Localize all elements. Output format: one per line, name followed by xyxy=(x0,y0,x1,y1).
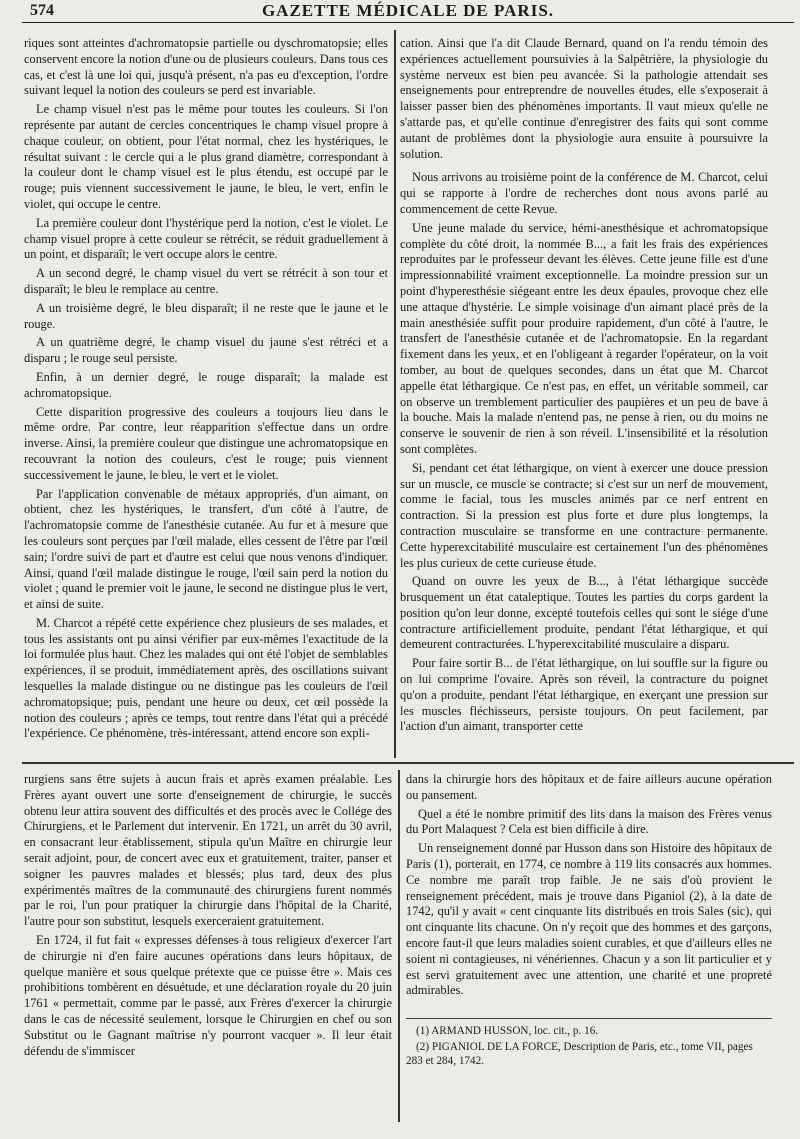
paragraph: Enfin, à un dernier degré, le rouge disparaît; la malade est achromatopsique. xyxy=(24,369,388,400)
journal-title: GAZETTE MÉDICALE DE PARIS. xyxy=(261,1,555,20)
paragraph: M. Charcot a répété cette expérience chez plusieurs de ses malades, et tous les assistants ont pu ainsi vérifier par eux-mêmes l'exactitude de la loi formulée plus haut. Chez les malades qui ont été l'objet de semblables expériences, il se produit, immédiatement après, des oscillations suivant lesquelles la malade distingue ou ne distingue pas les couleurs de l'œil achromatopsique; puis, pendant une heure ou deux, cet œil possède la notion des couleurs ; après ce temps, tout rentre dans l'état qui a précédé l'expérience. Ce phénomène, très-intéressant, attend encore son expli- xyxy=(24,615,388,741)
footnote-divider xyxy=(406,1018,772,1019)
paragraph: Cette disparition progressive des couleurs a toujours lieu dans le même ordre. Par contre, leur réapparition s'effectue dans un ordre inverse. Ainsi, la première couleur que distingue une achromatopsique en recouvrant la notion des couleurs, c'est le rouge; puis viennent successivement le jaune, le bleu, le vert et le violet. xyxy=(24,404,388,482)
top-left-column xyxy=(24,36,388,756)
footnote: (1) ARMAND HUSSON, loc. cit., p. 16. xyxy=(416,1025,599,1037)
paragraph: Une jeune malade du service, hémi-anesthésique et achromatopsique complète du côté droit, la nommée B..., a fait les frais des expériences reproduites par le professeur devant les élèves. Cette jeune fille est d'une impressionnabilité vraiment exceptionnelle. La moindre pression sur un point d'hyperesthésie siégeant entre les deux épaules, provoque chez elle une attaque d'hystérie. Le simple voisinage d'un aimant placé près de la main anesthésiée suffit pour produire rapidement, d'un côté à l'autre, le transfert de l'anesthésie cutanée et de l'achromatopsie. En la regardant fixement dans les yeux, et en l'obligeant à regarder l'opérateur, on la voit tomber, au bout de quelques secondes, dans un état que M. Charcot appelle état léthargique. Ce n'est pas, en effet, un véritable sommeil, car on observe un tremblement particulier des paupières et un peu de bave à la bouche. Mais la malade n'entend pas, ne pense à rien, ou du moins ne conserve le souvenir de rien à son réveil. L'insensibilité et la résolution sont complètes. xyxy=(400,220,768,456)
section-divider xyxy=(22,762,794,764)
paragraph: A un quatrième degré, le champ visuel du jaune s'est rétréci et a disparu ; le rouge seul persiste. xyxy=(24,335,388,366)
top-right-column xyxy=(400,36,768,756)
column-divider xyxy=(394,30,396,758)
page-number: 574 xyxy=(30,2,54,19)
paragraph: A un troisième degré, le bleu disparaît; il ne reste que le jaune et le rouge. xyxy=(24,300,388,331)
paragraph: Le champ visuel n'est pas le même pour toutes les couleurs. Si l'on représente par autant de cercles concentriques le champ visuel propre à chaque couleur, on obtient, pour l'état normal, chez les hystériques, le résultat suivant : le cercle qui a le plus grand diamètre, correspondant à la couleur dont le champ visuel est le plus étendu, est occupé par le rouge; puis viennent successivement le jaune, le bleu, le vert, enfin le violet, qui occupe le centre. xyxy=(24,102,388,211)
paragraph: Si, pendant cet état léthargique, on vient à exercer une douce pression sur un muscle, ce muscle se contracte; si c'est sur un nerf de mouvement, comme le facial, tous les muscles animés par ce nerf entrent en contraction. Si la pression est plus forte et dure plus longtemps, la contraction musculaire se transforme en une contracture permanente. Cette hyperexcitabilité musculaire est certainement l'un des phénomènes les plus curieux de cette curieuse étude. xyxy=(400,460,768,570)
paragraph: Quel a été le nombre primitif des lits dans la maison des Frères venus du Port Malaquest ? Cela est bien difficile à dire. xyxy=(406,806,772,837)
paragraph: rurgiens sans être sujets à aucun frais et après examen préalable. Les Frères ayant ouvert une sorte d'enseignement de chirurgie, le succès obtenu leur attira souvent des difficultés et des procès avec le Collége des Chirurgiens, et le Parlement dut intervenir. En 1721, un arrêt du 30 avril, en consacrant leur établissement, stipula qu'un Maître en chirurgie leur serait adjoint, pour, de concert avec eux et gratuitement, traiter, panser et soigner les pauvres malades et blessés; plus tard, deux des plus expérimentés maîtres de la communauté des chirurgiens furent nommés par le roi, l'un pour pratiquer la chirurgie dans l'hôpital de la Charité, l'autre pour son substitut, lesquels exerceraient gratuitement. xyxy=(24,772,392,929)
paragraph: Un renseignement donné par Husson dans son Histoire des hôpitaux de Paris (1), porterait, en 1774, ce nombre à 119 lits consacrés aux hommes. Ce nombre me paraît trop faible. Je ne sais d'où provient le renseignement précédent, mais je trouve dans Piganiol (2), à la date de 1742, qu'il y avait « cent cinquante lits distribués en trois Sales (sic), qui ont cinquante lits chacune. On n'y reçoit que des hommes et des garçons, encore faut-il que leurs maladies soient curables, et que d'ailleurs elles ne soient ni contagieuses, ni vénériennes. Chacun y a son lit particulier et y est servi gratuitement avec une attention, une charité et une propreté admirables. xyxy=(406,841,772,998)
paragraph: cation. Ainsi que l'a dit Claude Bernard, quand on l'a rendu témoin des expériences actuellement poursuivies à la Salpêtrière, la physiologie du système nerveux est bien peu avancée. Si la pathologie attendait ses enseignements pour entreprendre de nouvelles études, elle s'exposerait à laisser passer bien des phénomènes importants. Il vaut mieux qu'elle ne s'attarde pas, et qu'elle continue d'enregistrer des faits qui sont comme autant de problèmes dont la physiologie aura ensuite à poursuivre la solution. xyxy=(400,36,768,161)
column-divider xyxy=(398,770,400,1122)
bottom-right-column xyxy=(406,772,772,1012)
footnote: (2) PIGANIOL DE LA FORCE, Description de Paris, etc., tome VII, pages 283 et 284, 1742. xyxy=(406,1040,753,1067)
paragraph: A un second degré, le champ visuel du vert se rétrécit à son tour et disparaît; le bleu le remplace au centre. xyxy=(24,266,388,296)
footnotes xyxy=(406,1024,772,1070)
paragraph: Par l'application convenable de métaux appropriés, d'un aimant, on obtient, chez les hystériques, le transfert, d'un côté à l'autre, de l'achromatopsie comme de l'anesthésie cutanée. Au fur et à mesure que les couleurs sont perçues par l'œil malade, elles cessent de l'être par l'œil sain; l'ordre suivi de part et d'autre est celui que nous venons d'indiquer. Ainsi, quand l'œil malade distingue le rouge, l'œil sain perd la notion du violet ; quand le premier voit le jaune, le second ne distingue plus le vert, et ainsi de suite. xyxy=(24,486,388,612)
paragraph: riques sont atteintes d'achromatopsie partielle ou dyschromatopsie; elles conservent encore la notion d'une ou de plusieurs couleurs. Dans tous ces cas, et c'est là une loi qui, jusqu'à présent, n'a pas eu d'exception, l'ordre suivant lequel la notion des couleurs se perd est invariable. xyxy=(24,36,388,98)
paragraph: Nous arrivons au troisième point de la conférence de M. Charcot, celui qui se rapporte à l'ordre de recherches dont nous avons parlé au commencement de cette Revue. xyxy=(400,170,768,216)
page-header xyxy=(22,0,794,23)
bottom-left-column xyxy=(24,772,392,1122)
paragraph: Quand on ouvre les yeux de B..., à l'état léthargique succède brusquement un état cataleptique. Toutes les parties du corps gardent la position qu'on leur donne, excepté toutefois celles qui sont le siége d'une contracture artificiellement produite, pendant l'état léthargique, et qui demeurent contracturées. L'hyperexcitabilité musculaire a disparu. xyxy=(400,574,768,652)
paragraph: La première couleur dont l'hystérique perd la notion, c'est le violet. Le champ visuel propre à cette couleur se rétrécit, se réduit graduellement à un point, et disparaît; le vert occupe alors le centre. xyxy=(24,215,388,262)
paragraph: Pour faire sortir B... de l'état léthargique, on lui souffle sur la figure ou on lui comprime l'ovaire. Après son réveil, la contracture du poignet qu'on a produite, pendant l'état léthargique, en exerçant une pression sur les muscles fléchisseurs, persiste toujours. On peut facilement, par l'action d'un aimant, transporter cette xyxy=(400,656,768,734)
paragraph: En 1724, il fut fait « expresses défenses à tous religieux d'exercer l'art de chirurgie ni d'en faire aucunes opérations dans leurs hôpitaux, de quelque manière et sous quelque prétexte que ce puisse être ». Mais ces prohibitions tombèrent en désuétude, et une déclaration royale du 20 juin 1761 « permettait, comme par le passé, aux Frères d'exercer la chirurgie dans le cas de nécessité seulement, lorsque le Chirurgien en chef ou son Substitut ou le Gagnant maîtrise n'y pourront vacquer ». Il leur était défendu de s'immiscer xyxy=(24,932,392,1058)
paragraph: dans la chirurgie hors des hôpitaux et de faire ailleurs aucune opération ou pansement. xyxy=(406,772,772,802)
